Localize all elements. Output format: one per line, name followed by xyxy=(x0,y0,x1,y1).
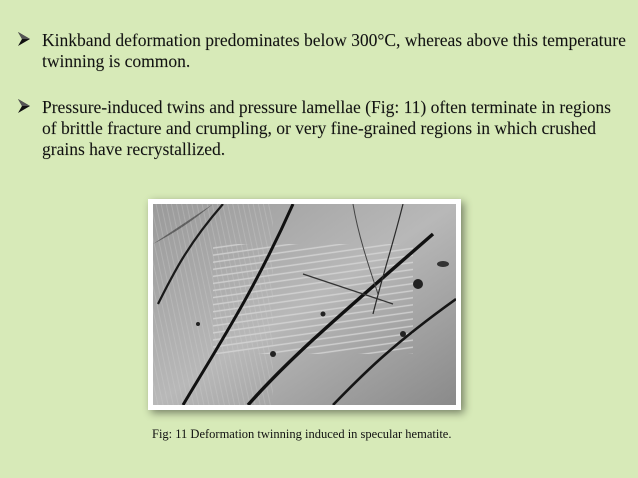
bullet-item xyxy=(16,97,626,160)
arrowhead-bullet-icon xyxy=(16,30,42,52)
arrowhead-bullet-icon xyxy=(16,97,42,119)
figure-caption: Fig: 11 Deformation twinning induced in specular hematite. xyxy=(152,427,452,441)
bullet-list xyxy=(16,30,626,160)
bullet-text: Kinkband deformation predominates below 300°C, whereas above this temperature twinning is common. xyxy=(42,30,626,71)
bullet-text: Pressure-induced twins and pressure lamellae (Fig: 11) often terminate in regions of brittle fracture and crumpling, or very fine-grained regions in which crushed grains have recrystallized. xyxy=(42,97,611,159)
bullet-item xyxy=(16,30,626,72)
figure-frame xyxy=(148,199,461,410)
micrograph-image xyxy=(153,204,456,405)
